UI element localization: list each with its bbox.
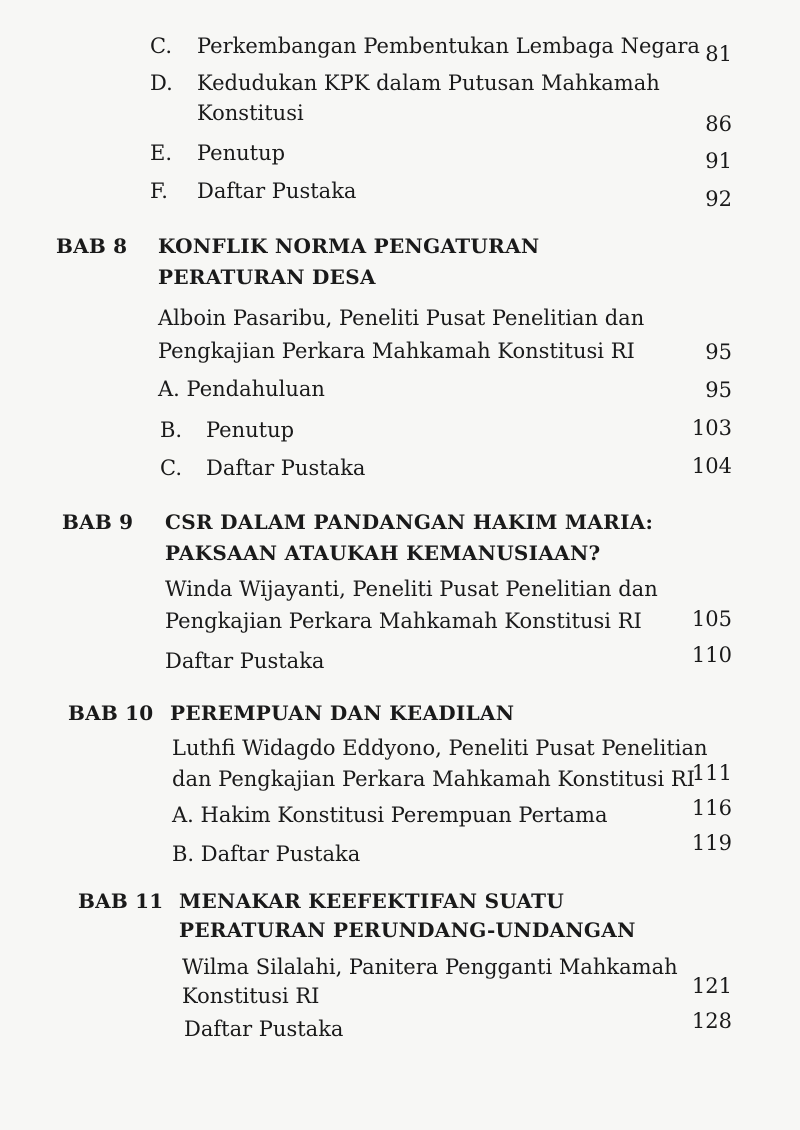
chapter-label: BAB 11 bbox=[78, 889, 164, 913]
toc-item-page: 81 bbox=[705, 42, 732, 66]
toc-item-letter: D. bbox=[150, 71, 173, 95]
chapter-author: Luthfi Widagdo Eddyono, Peneliti Pusat Penelitian bbox=[172, 736, 708, 760]
toc-item-page: 92 bbox=[705, 187, 732, 211]
toc-item-letter: F. bbox=[150, 179, 168, 203]
chapter-title: MENAKAR KEEFEKTIFAN SUATU bbox=[179, 889, 565, 913]
toc-item-title: Daftar Pustaka bbox=[165, 649, 325, 673]
toc-item-page: 111 bbox=[691, 761, 732, 785]
chapter-author: Pengkajian Perkara Mahkamah Konstitusi RI bbox=[165, 609, 642, 633]
toc-item-page: 91 bbox=[705, 149, 732, 173]
chapter-title: PEREMPUAN DAN KEADILAN bbox=[170, 701, 515, 725]
chapter-author: Alboin Pasaribu, Peneliti Pusat Penelitian dan bbox=[158, 306, 645, 330]
chapter-title: PERATURAN PERUNDANG-UNDANGAN bbox=[179, 918, 636, 942]
toc-item-letter: E. bbox=[150, 141, 173, 165]
toc-item-page: 105 bbox=[691, 607, 732, 631]
toc-item-title: Daftar Pustaka bbox=[197, 179, 357, 203]
toc-item-page: 103 bbox=[691, 416, 732, 440]
chapter-author: Pengkajian Perkara Mahkamah Konstitusi RI bbox=[158, 339, 635, 363]
toc-item-title: A. Pendahuluan bbox=[158, 377, 325, 401]
toc-item-page: 95 bbox=[705, 378, 732, 402]
toc-item-title: A. Hakim Konstitusi Perempuan Pertama bbox=[172, 803, 608, 827]
chapter-label: BAB 9 bbox=[62, 510, 134, 534]
toc-item-title: Daftar Pustaka bbox=[206, 456, 366, 480]
chapter-title: KONFLIK NORMA PENGATURAN bbox=[158, 234, 540, 258]
toc-item-title: Perkembangan Pembentukan Lembaga Negara bbox=[197, 34, 700, 58]
toc-item-page: 116 bbox=[691, 796, 732, 820]
toc-item-page: 104 bbox=[691, 454, 732, 478]
chapter-title: PAKSAAN ATAUKAH KEMANUSIAAN? bbox=[165, 541, 601, 565]
toc-item-page: 95 bbox=[705, 340, 732, 364]
chapter-label: BAB 10 bbox=[68, 701, 154, 725]
toc-item-title: Penutup bbox=[197, 141, 286, 165]
toc-item-letter: C. bbox=[150, 34, 172, 58]
chapter-title: CSR DALAM PANDANGAN HAKIM MARIA: bbox=[165, 510, 654, 534]
toc-item-title: Daftar Pustaka bbox=[184, 1017, 344, 1041]
toc-item-page: 121 bbox=[691, 974, 732, 998]
toc-item-title: Konstitusi bbox=[197, 101, 304, 125]
toc-item-title: Penutup bbox=[206, 418, 295, 442]
toc-item-page: 128 bbox=[691, 1009, 732, 1033]
chapter-title: PERATURAN DESA bbox=[158, 265, 376, 289]
toc-item-page: 110 bbox=[691, 643, 732, 667]
toc-item-title: Kedudukan KPK dalam Putusan Mahkamah bbox=[197, 71, 660, 95]
toc-item-letter: C. bbox=[160, 456, 182, 480]
toc-item-title: B. Daftar Pustaka bbox=[172, 842, 361, 866]
chapter-author: Konstitusi RI bbox=[182, 984, 320, 1008]
toc-item-page: 119 bbox=[691, 831, 732, 855]
chapter-label: BAB 8 bbox=[56, 234, 128, 258]
chapter-author: Wilma Silalahi, Panitera Pengganti Mahkamah bbox=[182, 955, 678, 979]
toc-item-letter: B. bbox=[160, 418, 183, 442]
toc-item-page: 86 bbox=[705, 112, 732, 136]
chapter-author: Winda Wijayanti, Peneliti Pusat Penelitian dan bbox=[165, 577, 658, 601]
chapter-author: dan Pengkajian Perkara Mahkamah Konstitusi RI bbox=[172, 767, 695, 791]
